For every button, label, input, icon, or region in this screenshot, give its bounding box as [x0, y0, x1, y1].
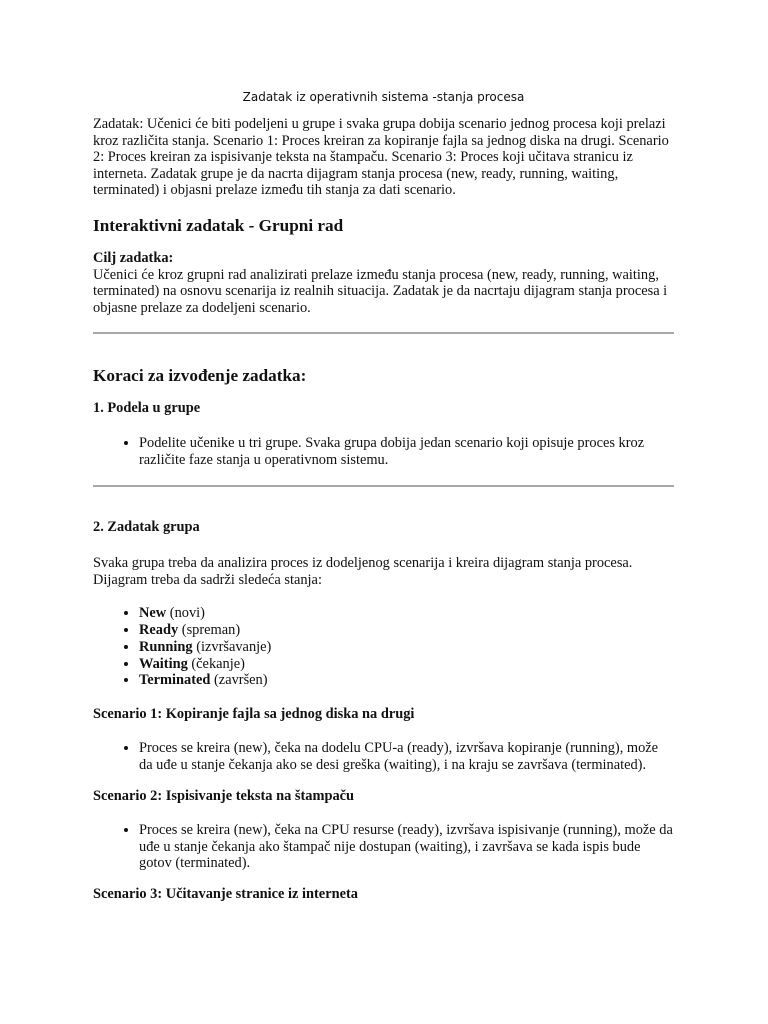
scenario2-heading: Scenario 2: Ispisivanje teksta na štampaču [93, 787, 355, 804]
scenario1-list [93, 740, 674, 774]
step1-heading: 1. Podela u grupe [93, 400, 201, 417]
states-list [93, 605, 674, 689]
divider [93, 485, 674, 487]
state-desc: (spreman) [178, 621, 241, 638]
state-item-waiting [139, 656, 674, 673]
step1-list [93, 435, 674, 469]
state-name: Ready [139, 621, 179, 638]
list-item: • Proces se kreira (new), čeka na dodelu CPU-a (ready), izvršava kopiranje (running), može da uđe u stanje čekanja ako se desi greška (waiting), i na kraju se završava (terminated). [139, 740, 674, 774]
divider [93, 332, 674, 334]
goal-label: Cilj zadatka: [93, 249, 174, 266]
state-item-running [139, 639, 674, 656]
state-item-ready [139, 622, 674, 639]
state-name: Running [139, 638, 193, 655]
scenario2-list [93, 822, 674, 872]
state-name: Waiting [139, 655, 188, 672]
step2-text: Svaka grupa treba da analizira proces iz dodeljenog scenarija i kreira dijagram stanja procesa. Dijagram treba da sadrži sledeća stanja: [93, 554, 633, 588]
state-name: Terminated [139, 672, 211, 689]
state-desc: (izvršavanje) [192, 638, 272, 655]
heading-group-work: Interaktivni zadatak - Grupni rad [93, 215, 344, 235]
list-item: • Proces se kreira (new), čeka na CPU resurse (ready), izvršava ispisivanje (running), može da uđe u stanje čekanja ako štampač nije dostupan (waiting), i završava se kada ispis bude gotov (terminated). [139, 822, 674, 872]
state-desc: (novi) [166, 605, 205, 622]
state-desc: (čekanje) [187, 655, 245, 672]
scenario1-heading: Scenario 1: Kopiranje fajla sa jednog diska na drugi [93, 706, 415, 723]
state-item-new [139, 605, 674, 622]
document-title: Zadatak iz operativnih sistema -stanja procesa [242, 90, 525, 104]
heading-steps: Koraci za izvođenje zadatka: [93, 366, 307, 386]
scenario3-heading: Scenario 3: Učitavanje stranice iz interneta [93, 886, 358, 903]
state-desc: (završen) [210, 672, 268, 689]
state-item-terminated [139, 672, 674, 689]
step2-heading: 2. Zadatak grupa [93, 518, 200, 535]
list-item: • Podelite učenike u tri grupe. Svaka grupa dobija jedan scenario koji opisuje proces kroz različite faze stanja u operativnom sistemu. [139, 435, 674, 469]
intro-paragraph: Zadatak: Učenici će biti podeljeni u grupe i svaka grupa dobija scenario jednog procesa koji prelazi kroz različita stanja. Scenario 1: Proces kreiran za kopiranje fajla sa jednog diska na drugi. Scenario 2: Proces kreiran za ispisivanje teksta na štampaču. Scenario 3: Proces koji učitava stranicu iz interneta. Zadatak grupe je da nacrta dijagram stanja procesa (new, ready, running, waiting, terminated) i objasni prelaze između tih stanja za dati scenario. [93, 116, 669, 199]
goal-text: Učenici će kroz grupni rad analizirati prelaze između stanja procesa (new, ready, running, waiting, terminated) na osnovu scenarija iz realnih situacija. Zadatak je da nacrtaju dijagram stanja procesa i objasne prelaze za dodeljeni scenario. [93, 266, 668, 316]
state-name: New [139, 605, 167, 622]
